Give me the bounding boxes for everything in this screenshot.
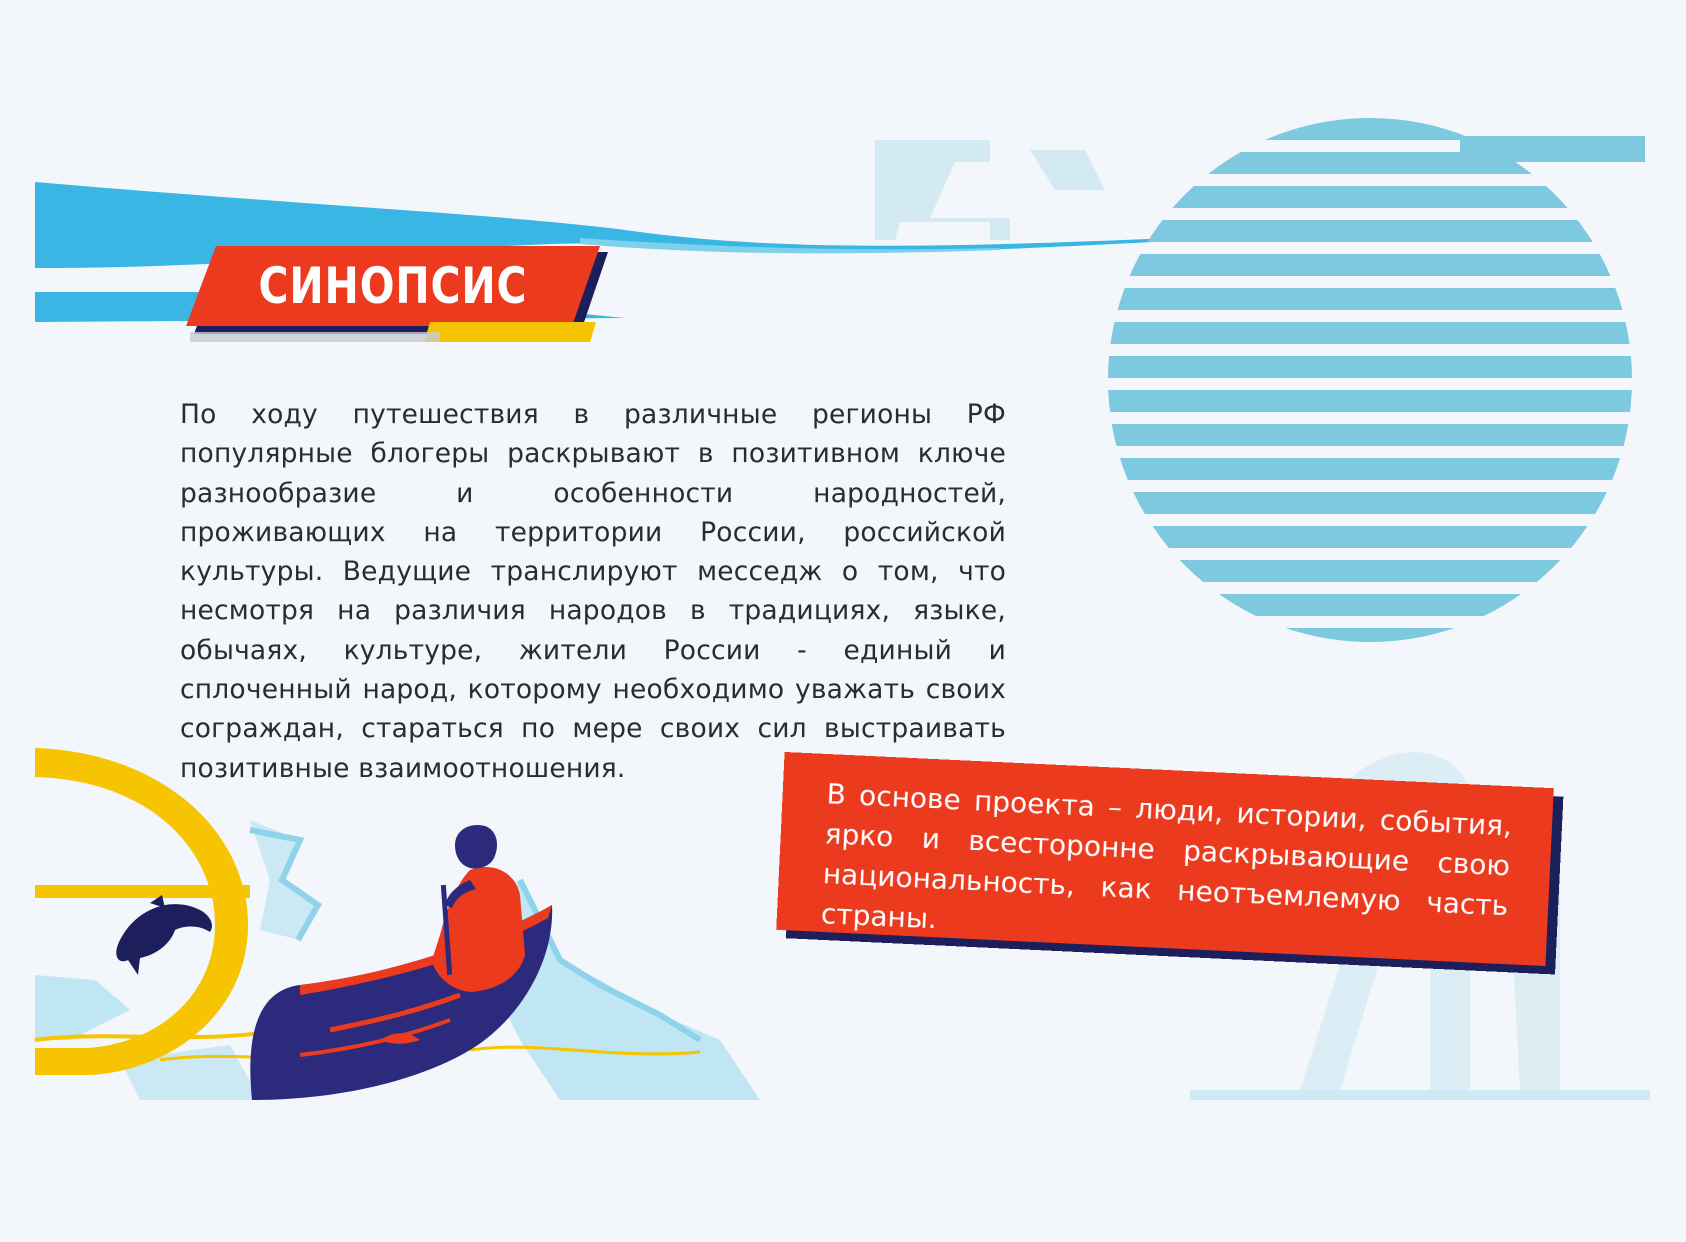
faint-bottom-band (1190, 1090, 1650, 1100)
striped-circle (1100, 118, 1660, 650)
circle-top-stripe (1460, 136, 1645, 162)
synopsis-text: По ходу путешествия в различные регионы РФ популярные блогеры раскрывают в позитивном ключе разнообразие и особенности народностей, проживающих на территории России, российской культуры. Ведущие транслируют месседж о том, что несмотря на различия народов в традициях, языке, обычаях, культуре, жители России - единый и сплоченный народ, которому необходимо уважать своих сограждан, стараться по мере своих сил выстраивать позитивные взаимоотношения. (180, 399, 1006, 784)
title-banner (186, 246, 600, 326)
dolphin-icon (116, 895, 212, 975)
page-title: СИНОПСИС (258, 257, 528, 315)
callout-box (776, 752, 1554, 966)
callout-text: В основе проекта – люди, истории, события, ярко и всесторонне раскрывающие свою национальность, как неотъемлемую часть страны. (820, 777, 1513, 936)
canoe-paddler (250, 825, 552, 1100)
